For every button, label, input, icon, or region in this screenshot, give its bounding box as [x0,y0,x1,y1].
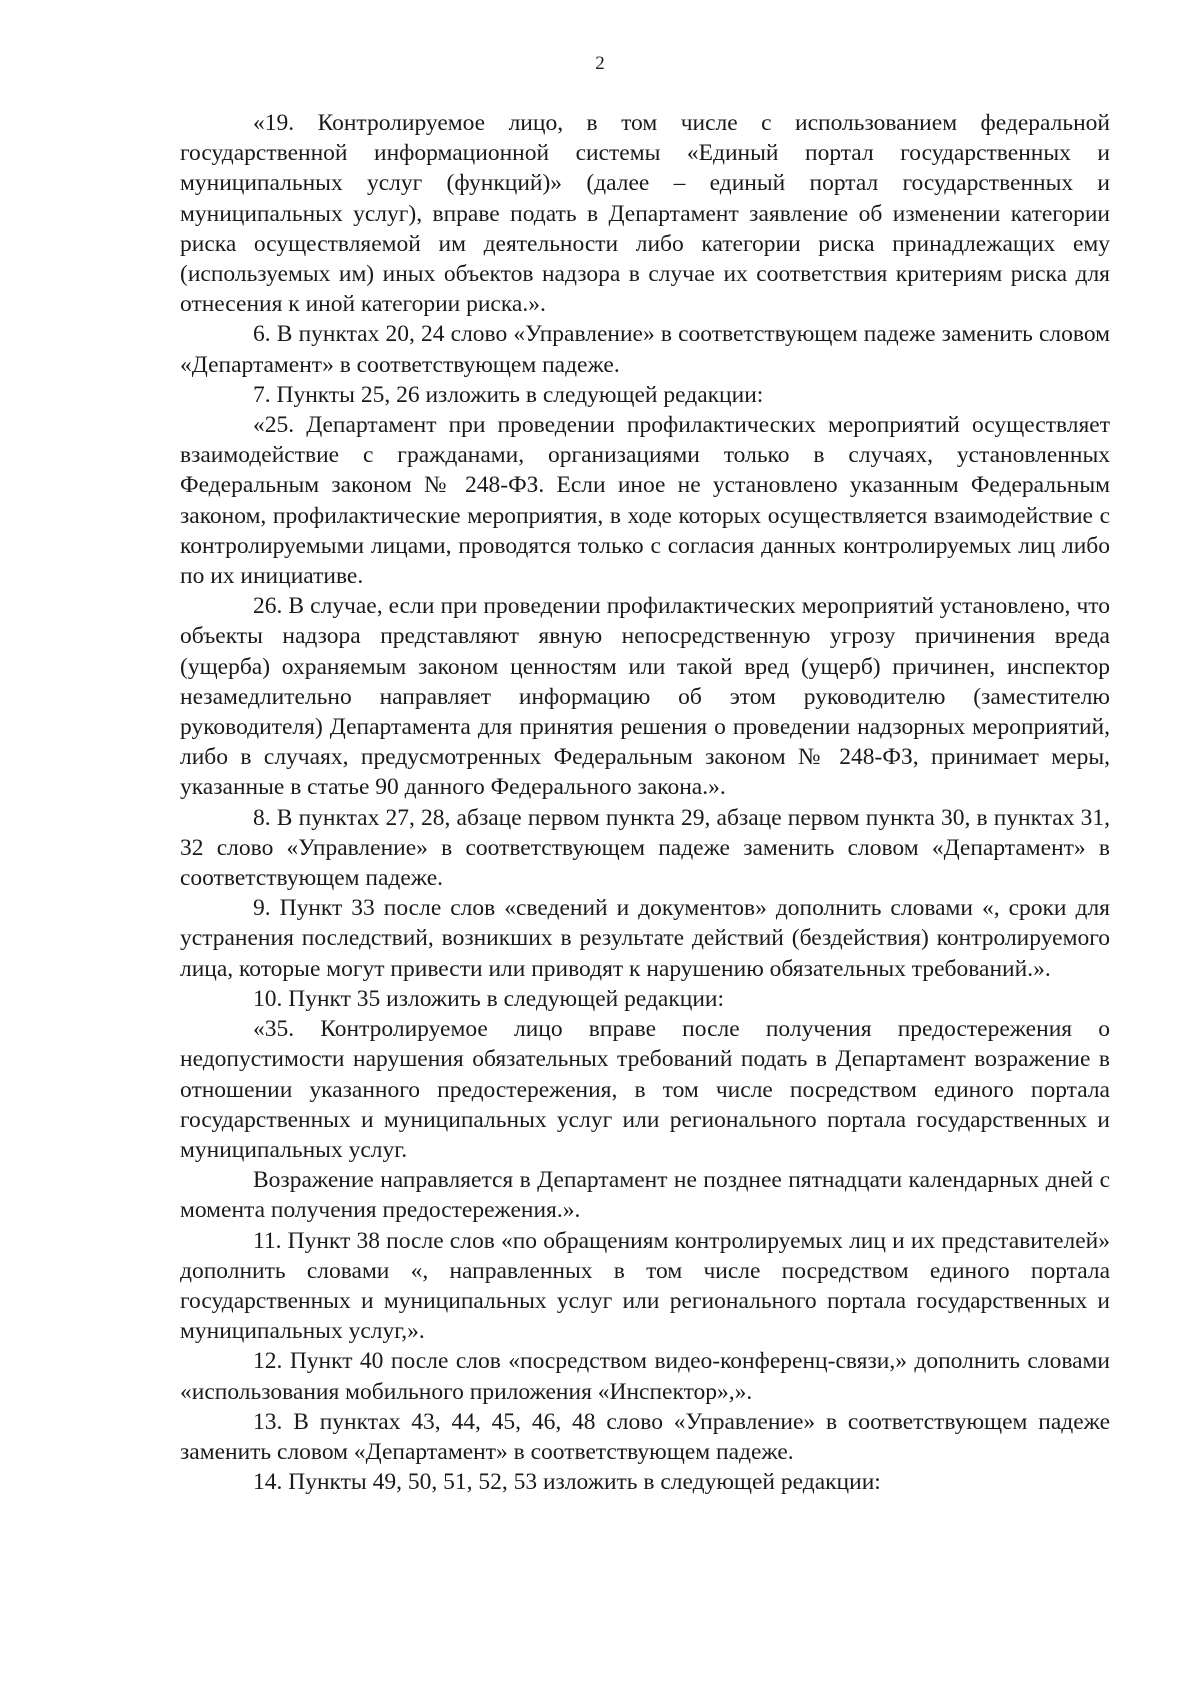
paragraph-item-7: 7. Пункты 25, 26 изложить в следующей редакции: [253,381,764,408]
paragraph-item-8: 8. В пунктах 27, 28, абзаце первом пункта 29, абзаце первом пункта 30, в пунктах 31, 32 слово «Управление» в соответствующем падеже заменить словом «Департамент» в соответствующем падеже. [180,804,1110,892]
paragraph-item-10: 10. Пункт 35 изложить в следующей редакции: [253,985,725,1012]
document-body [180,108,1110,1497]
page-number: 2 [595,53,605,74]
paragraph-item-14: 14. Пункты 49, 50, 51, 52, 53 изложить в следующей редакции: [253,1469,881,1496]
paragraph-clause-25: «25. Департамент при проведении профилактических мероприятий осуществляет взаимодействие с гражданами, организациями только в случаях, установленных Федеральным законом № 248-ФЗ. Если иное не установлено указанным Федеральным законом, профилактические мероприятия, в ходе которых осуществляется взаимодействие с контролируемыми лицами, проводятся только с согласия данных контролируемых лиц либо по их инициативе. [180,412,1110,590]
paragraph-item-6: 6. В пунктах 20, 24 слово «Управление» в соответствующем падеже заменить словом «Департамент» в соответствующем падеже. [180,321,1110,378]
paragraph-objection: Возражение направляется в Департамент не позднее пятнадцати календарных дней с момента получения предостережения.». [180,1167,1110,1224]
paragraph-item-12: 12. Пункт 40 после слов «посредством видео-конференц-связи,» дополнить словами «использования мобильного приложения «Инспектор»,». [180,1348,1110,1405]
paragraph-item-9: 9. Пункт 33 после слов «сведений и документов» дополнить словами «, сроки для устранения последствий, возникших в результате действий (бездействия) контролируемого лица, которые могут привести или приводят к нарушению обязательных требований.». [180,895,1110,982]
paragraph-item-13: 13. В пунктах 43, 44, 45, 46, 48 слово «Управление» в соответствующем падеже заменить словом «Департамент» в соответствующем падеже. [180,1408,1110,1465]
paragraph-clause-19: «19. Контролируемое лицо, в том числе с использованием федеральной государственной информационной системы «Единый портал государственных и муниципальных услуг (функций)» (далее – единый портал государственных и муниципальных услуг), вправе подать в Департамент заявление об изменении категории риска осуществляемой им деятельности либо категории риска принадлежащих ему (используемых им) иных объектов надзора в случае их соответствия критериям риска для отнесения к иной категории риска.». [180,110,1110,318]
paragraph-clause-35: «35. Контролируемое лицо вправе после получения предостережения о недопустимости нарушения обязательных требований подать в Департамент возражение в отношении указанного предостережения, в том числе посредством единого портала государственных и муниципальных услуг или регионального портала государственных и муниципальных услуг. [180,1016,1110,1163]
paragraph-item-11: 11. Пункт 38 после слов «по обращениям контролируемых лиц и их представителей» дополнить словами «, направленных в том числе посредством единого портала государственных и муниципальных услуг или регионального портала государственных и муниципальных услуг,». [180,1227,1110,1345]
paragraph-clause-26: 26. В случае, если при проведении профилактических мероприятий установлено, что объекты надзора представляют явную непосредственную угрозу причинения вреда (ущерба) охраняемым законом ценностям или такой вред (ущерб) причинен, инспектор незамедлительно направляет информацию об этом руководителю (заместителю руководителя) Департамента для принятия решения о проведении надзорных мероприятий, либо в случаях, предусмотренных Федеральным законом № 248-ФЗ, принимает меры, указанные в статье 90 данного Федерального закона.». [180,593,1110,801]
